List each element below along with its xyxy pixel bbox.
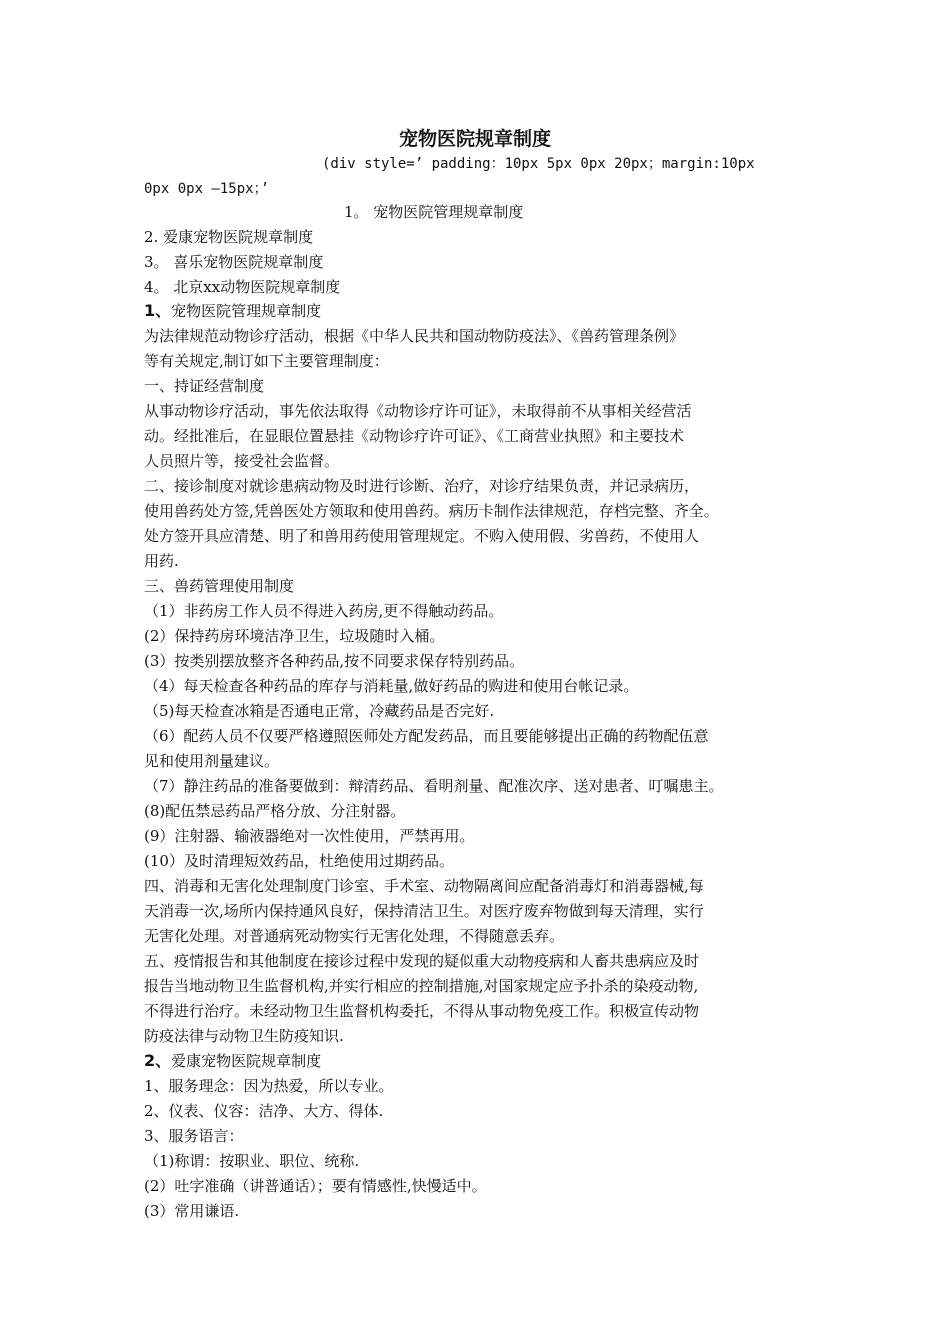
paragraph-line: 使用兽药处方签,凭兽医处方领取和使用兽药。病历卡制作法律规范，存档完整、齐全。 — [144, 502, 719, 520]
paragraph-line: 从事动物诊疗活动，事先依法取得《动物诊疗许可证》，未取得前不从事相关经营活 — [144, 402, 692, 420]
list-item: （5)每天检查冰箱是否通电正常，冷藏药品是否完好. — [144, 702, 495, 720]
paragraph-line: 报告当地动物卫生监督机构,并实行相应的控制措施,对国家规定应予扑杀的染疫动物, — [144, 977, 699, 995]
list-item: （4）每天检查各种药品的库存与消耗量,做好药品的购进和使用台帐记录。 — [144, 677, 639, 695]
paragraph-line: 动。经批准后，在显眼位置悬挂《动物诊疗许可证》、《工商营业执照》和主要技术 — [144, 427, 685, 445]
toc-item: 4。 北京xx动物医院规章制度 — [144, 278, 341, 296]
paragraph-line: 无害化处理。对普通病死动物实行无害化处理，不得随意丢弃。 — [144, 927, 565, 945]
section-number: 1、 — [144, 301, 172, 320]
paragraph-line: 防疫法律与动物卫生防疫知识. — [144, 1027, 344, 1045]
paragraph-line: 为法律规范动物诊疗活动，根据《中华人民共和国动物防疫法》、《兽药管理条例》 — [144, 327, 685, 345]
toc-item: 2. 爱康宠物医院规章制度 — [144, 228, 314, 246]
paragraph-line: 用药. — [144, 552, 179, 570]
list-item: （6）配药人员不仅要严格遵照医师处方配发药品，而且要能够提出正确的药物配伍意 — [144, 727, 709, 745]
subsection-heading: 三、兽药管理使用制度 — [144, 577, 295, 595]
toc-item: 3。 喜乐宠物医院规章制度 — [144, 253, 324, 271]
subsection-heading: 一、持证经营制度 — [144, 377, 265, 395]
list-item: 2、仪表、仪容：洁净、大方、得体. — [144, 1102, 384, 1120]
list-item: （7）静注药品的准备要做到：辩清药品、看明剂量、配准次序、送对患者、叮嘱患主。 — [144, 777, 724, 795]
section-heading — [144, 301, 321, 321]
paragraph-line: 不得进行治疗。未经动物卫生监督机构委托，不得从事动物免疫工作。积极宣传动物 — [144, 1002, 700, 1020]
list-item: (3）按类别摆放整齐各种药品,按不同要求保存特别药品。 — [144, 652, 525, 670]
list-item: (2）吐字准确（讲普通话）；要有情感性,快慢适中。 — [144, 1177, 487, 1195]
toc-item: 1。 宠物医院管理规章制度 — [344, 203, 524, 221]
paragraph-line: 人员照片等，接受社会监督。 — [144, 452, 340, 470]
list-item: (3）常用谦语. — [144, 1202, 240, 1220]
list-item: (9）注射器、输液器绝对一次性使用，严禁再用。 — [144, 827, 475, 845]
list-item: 见和使用剂量建议。 — [144, 752, 280, 770]
paragraph-line: 处方签开具应清楚、明了和兽用药使用管理规定。不购入使用假、劣兽药，不使用人 — [144, 527, 700, 545]
paragraph-line: 五、疫情报告和其他制度在接诊过程中发现的疑似重大动物疫病和人畜共患病应及时 — [144, 952, 700, 970]
paragraph-line: 二、接诊制度对就诊患病动物及时进行诊断、治疗，对诊疗结果负责，并记录病历， — [144, 477, 700, 495]
list-item: 1、服务理念：因为热爱，所以专业。 — [144, 1077, 394, 1095]
paragraph-line: 等有关规定,制订如下主要管理制度： — [144, 352, 389, 370]
paragraph-line: 四、消毒和无害化处理制度门诊室、手术室、动物隔离间应配备消毒灯和消毒器械,每 — [144, 877, 704, 895]
code-text-line: 0px 0px —15px；’ — [144, 181, 270, 197]
list-item: 3、服务语言： — [144, 1127, 244, 1145]
page-title: 宠物医院规章制度 — [398, 128, 551, 150]
list-item: （1)称谓：按职业、职位、统称. — [144, 1152, 360, 1170]
section-heading — [144, 1051, 321, 1071]
list-item: (8)配伍禁忌药品严格分放、分注射器。 — [144, 802, 406, 820]
list-item: （1）非药房工作人员不得进入药房,更不得触动药品。 — [144, 602, 504, 620]
section-heading-text: 宠物医院管理规章制度 — [171, 302, 322, 320]
paragraph-line: 天消毒一次,场所内保持通风良好，保持清洁卫生。对医疗废弃物做到每天清理，实行 — [144, 902, 704, 920]
code-text-line: (div style=’ padding：10px 5px 0px 20px；margin:10px — [322, 156, 755, 172]
list-item: (2）保持药房环境洁净卫生，垃圾随时入桶。 — [144, 627, 445, 645]
section-heading-text: 爱康宠物医院规章制度 — [171, 1052, 322, 1070]
section-number: 2、 — [144, 1051, 172, 1070]
list-item: (10）及时清理短效药品，杜绝使用过期药品。 — [144, 852, 454, 870]
